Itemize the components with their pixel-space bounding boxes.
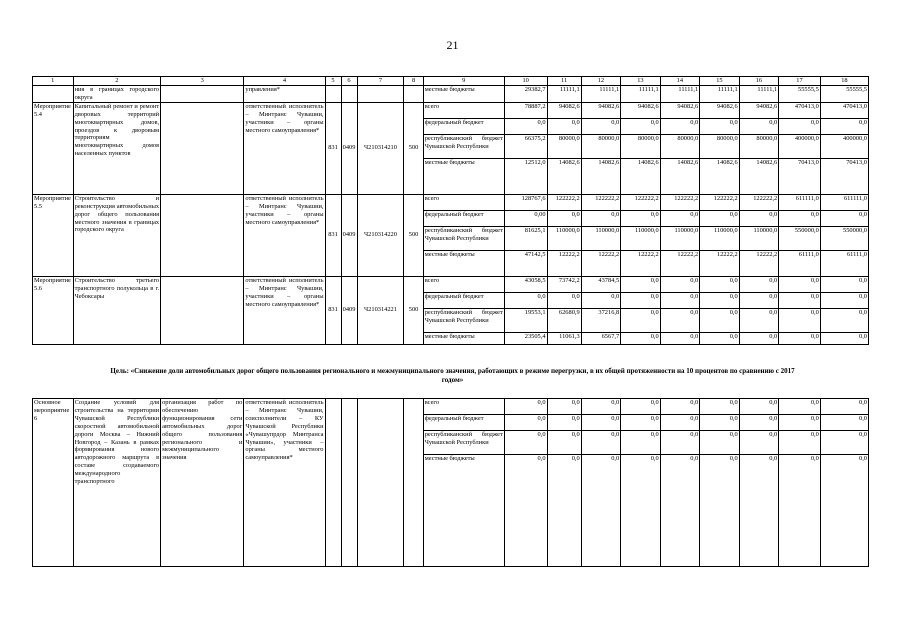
funding-value: 0,0: [739, 431, 779, 455]
funding-value: 0,0: [779, 276, 821, 292]
funding-value: 0,0: [779, 415, 821, 431]
table-row: [33, 102, 869, 118]
funding-value: 0,0: [581, 118, 621, 134]
column-header: 11: [547, 77, 581, 86]
measure-number: Основное мероприятие 6: [33, 399, 74, 567]
funding-value: 80000,0: [660, 134, 700, 158]
funding-value: 0,0: [621, 276, 661, 292]
funding-value: 0,0: [660, 292, 700, 308]
measure-name: Строительство и реконструкция автомобильных дорог общего пользования местного значения в границах городского округа: [73, 194, 161, 276]
funding-value: 0,0: [820, 415, 868, 431]
funding-value: 80000,0: [700, 134, 740, 158]
measure-executor: управления*: [244, 86, 325, 103]
funding-value: 14082,6: [547, 158, 581, 194]
funding-value: 11111,1: [547, 86, 581, 103]
goal-heading: Цель: «Снижение доли автомобильных дорог общего пользования регионального и межмуниципального значения, работающих в режиме перегрузки, в их общей протяженности на 10 процентов по сравнению с 2017 годом»: [110, 367, 795, 384]
funding-value: 12222,2: [581, 250, 621, 276]
funding-value: 0,0: [581, 399, 621, 415]
funding-value: 0,0: [581, 455, 621, 567]
measure-task: [161, 86, 244, 103]
funding-value: 0,0: [547, 455, 581, 567]
column-header: 15: [700, 77, 740, 86]
column-header: 3: [161, 77, 244, 86]
budget-code-cell: 831: [325, 102, 341, 194]
funding-value: 611111,0: [779, 194, 821, 210]
funding-source: местные бюджеты: [423, 455, 504, 567]
column-header: 2: [73, 77, 161, 86]
funding-value: 14082,6: [739, 158, 779, 194]
budget-code-cell: Ч210314220: [357, 194, 404, 276]
funding-value: 470413,0: [779, 102, 821, 118]
funding-value: 400000,0: [820, 134, 868, 158]
funding-value: 0,0: [820, 399, 868, 415]
funding-value: 0,0: [779, 332, 821, 344]
funding-value: 0,0: [621, 210, 661, 226]
funding-value: 14082,6: [660, 158, 700, 194]
funding-value: 14082,6: [581, 158, 621, 194]
funding-value: 0,0: [660, 431, 700, 455]
funding-value: 11111,1: [700, 86, 740, 103]
funding-value: 0,0: [547, 210, 581, 226]
funding-source: местные бюджеты: [423, 86, 504, 103]
budget-code-cell: [325, 86, 341, 103]
funding-value: 0,0: [660, 332, 700, 344]
measure-name: ния в границах городского округа: [74, 86, 160, 101]
funding-value: 0,0: [700, 332, 740, 344]
measure-number: Мероприятие 5.4: [33, 102, 74, 194]
funding-value: 94082,6: [660, 102, 700, 118]
funding-value: 0,0: [739, 210, 779, 226]
funding-value: 0,0: [660, 118, 700, 134]
funding-value: 470413,0: [820, 102, 868, 118]
funding-value: 0,0: [739, 332, 779, 344]
column-header: 9: [423, 77, 504, 86]
funding-value: 0,0: [660, 308, 700, 332]
measure-number: Мероприятие 5.5: [33, 194, 74, 276]
budget-code-cell: 500: [404, 102, 423, 194]
funding-value: 0,0: [739, 415, 779, 431]
funding-source: местные бюджеты: [423, 250, 504, 276]
funding-value: 0,0: [739, 276, 779, 292]
column-header: 6: [341, 77, 357, 86]
measure-executor: ответственный исполнитель – Минтранс Чувашии, участники – органы местного самоуправления*: [244, 102, 325, 194]
funding-value: 43058,5: [504, 276, 547, 292]
column-header: 5: [325, 77, 341, 86]
table-row: [33, 276, 869, 292]
budget-code-cell: [325, 399, 341, 567]
funding-source: всего: [423, 102, 504, 118]
funding-value: 80000,0: [581, 134, 621, 158]
funding-value: 110000,0: [700, 226, 740, 250]
funding-value: 19553,1: [504, 308, 547, 332]
program-table: [32, 76, 869, 345]
funding-value: 122222,2: [739, 194, 779, 210]
funding-value: 611111,0: [820, 194, 868, 210]
funding-value: 0,0: [820, 308, 868, 332]
budget-code-cell: [404, 86, 423, 103]
funding-source: федеральный бюджет: [423, 292, 504, 308]
funding-value: 122222,2: [660, 194, 700, 210]
funding-value: 0,0: [700, 415, 740, 431]
funding-value: 0,0: [621, 399, 661, 415]
funding-value: 55555,5: [820, 86, 868, 103]
funding-value: 66375,2: [504, 134, 547, 158]
funding-value: 0,0: [547, 118, 581, 134]
funding-value: 0,0: [621, 292, 661, 308]
funding-value: 0,0: [700, 455, 740, 567]
funding-value: 80000,0: [739, 134, 779, 158]
funding-value: 70413,0: [779, 158, 821, 194]
measure-name: Капитальный ремонт и ремонт дворовых территорий многоквартирных домов, проездов к дворовым территориям многоквартирных домов населенных пунктов: [73, 102, 161, 194]
funding-value: 12222,2: [660, 250, 700, 276]
funding-value: 0,0: [504, 118, 547, 134]
funding-value: 0,0: [700, 292, 740, 308]
budget-code-cell: 500: [404, 276, 423, 344]
funding-source: федеральный бюджет: [423, 210, 504, 226]
funding-value: 0,0: [700, 210, 740, 226]
funding-value: 0,0: [621, 455, 661, 567]
funding-value: 110000,0: [581, 226, 621, 250]
funding-value: 0,0: [700, 118, 740, 134]
funding-value: 0,0: [820, 210, 868, 226]
funding-source: всего: [423, 194, 504, 210]
budget-code-cell: 0409: [341, 276, 357, 344]
measure-executor: ответственный исполнитель – Минтранс Чувашии, соисполнители – КУ Чувашской Республики «Чувашупрдор Минтранса Чувашии», участники – органы местного самоуправления*: [244, 399, 325, 567]
funding-value: 55555,5: [779, 86, 821, 103]
column-header: 10: [504, 77, 547, 86]
column-header: 4: [244, 77, 325, 86]
budget-code-cell: [341, 399, 357, 567]
funding-value: 0,0: [660, 399, 700, 415]
funding-value: 80000,0: [621, 134, 661, 158]
funding-value: 70413,0: [820, 158, 868, 194]
funding-value: 0,0: [820, 292, 868, 308]
main-event-table: [32, 398, 869, 567]
funding-value: 94082,6: [621, 102, 661, 118]
measure-number: Мероприятие 5.6: [33, 276, 74, 344]
funding-value: 14082,6: [700, 158, 740, 194]
funding-value: 62680,9: [547, 308, 581, 332]
funding-value: 11061,3: [547, 332, 581, 344]
funding-value: 0,0: [621, 431, 661, 455]
measure-task: [161, 276, 244, 344]
budget-code-cell: Ч210314210: [357, 102, 404, 194]
funding-value: 0,0: [660, 415, 700, 431]
table-row: [33, 86, 869, 103]
funding-value: 550000,0: [820, 226, 868, 250]
budget-code-cell: [357, 399, 404, 567]
funding-value: 37216,8: [581, 308, 621, 332]
funding-value: 80000,0: [547, 134, 581, 158]
funding-source: местные бюджеты: [423, 158, 504, 194]
budget-code-cell: [357, 86, 404, 103]
funding-source: всего: [423, 276, 504, 292]
funding-value: 122222,2: [700, 194, 740, 210]
funding-value: 11111,1: [621, 86, 661, 103]
measure-executor: ответственный исполнитель – Минтранс Чувашии, участники – органы местного самоуправления*: [244, 276, 325, 344]
funding-value: 0,0: [581, 431, 621, 455]
funding-value: 47142,5: [504, 250, 547, 276]
budget-code-cell: 0409: [341, 194, 357, 276]
measure-name: Создание условий для строительства на территории Чувашской Республики скоростной автомобильной дороги Москва – Нижний Новгород – Казань в рамках формирования нового автодорожного маршрута в составе создаваемого международного транспортного: [73, 399, 161, 567]
funding-value: 0,0: [621, 308, 661, 332]
column-header-row: [33, 77, 869, 86]
funding-value: 0,0: [621, 118, 661, 134]
column-header: 18: [820, 77, 868, 86]
budget-code-cell: 831: [325, 194, 341, 276]
funding-value: 128767,6: [504, 194, 547, 210]
funding-value: 12512,0: [504, 158, 547, 194]
funding-value: 94082,6: [700, 102, 740, 118]
funding-value: 0,0: [581, 210, 621, 226]
funding-value: 61111,0: [779, 250, 821, 276]
budget-code-cell: 831: [325, 276, 341, 344]
table-row: [33, 399, 869, 415]
funding-value: 12222,2: [700, 250, 740, 276]
funding-value: 0,0: [779, 210, 821, 226]
funding-value: 11111,1: [581, 86, 621, 103]
column-header: 17: [779, 77, 821, 86]
measure-task: [161, 102, 244, 194]
funding-source: республиканский бюджет Чувашской Республики: [423, 226, 504, 250]
funding-value: 0,0: [700, 431, 740, 455]
funding-value: 0,0: [820, 118, 868, 134]
column-header: 16: [739, 77, 779, 86]
funding-source: республиканский бюджет Чувашской Республики: [423, 134, 504, 158]
funding-value: 0,0: [504, 431, 547, 455]
funding-value: 0,0: [660, 210, 700, 226]
funding-value: 110000,0: [621, 226, 661, 250]
funding-value: 0,0: [700, 308, 740, 332]
funding-value: 94082,6: [581, 102, 621, 118]
funding-value: 0,0: [700, 399, 740, 415]
funding-value: 94082,6: [547, 102, 581, 118]
funding-source: федеральный бюджет: [423, 118, 504, 134]
funding-value: 0,0: [660, 455, 700, 567]
funding-value: 11111,1: [660, 86, 700, 103]
funding-value: 0,0: [779, 431, 821, 455]
page-number: 21: [446, 38, 459, 52]
column-header: 7: [357, 77, 404, 86]
funding-value: 0,0: [504, 292, 547, 308]
funding-value: 23505,4: [504, 332, 547, 344]
funding-value: 110000,0: [660, 226, 700, 250]
column-header: 12: [581, 77, 621, 86]
funding-value: 43784,5: [581, 276, 621, 292]
funding-value: 78887,2: [504, 102, 547, 118]
funding-value: 81625,1: [504, 226, 547, 250]
funding-value: 0,0: [820, 455, 868, 567]
funding-value: 0,0: [739, 292, 779, 308]
funding-value: 94082,6: [739, 102, 779, 118]
funding-source: всего: [423, 399, 504, 415]
funding-value: 0,0: [621, 332, 661, 344]
table-row: [33, 194, 869, 210]
column-header: 1: [33, 77, 74, 86]
funding-value: 122222,2: [621, 194, 661, 210]
funding-value: 400000,0: [779, 134, 821, 158]
funding-source: федеральный бюджет: [423, 415, 504, 431]
funding-value: 122222,2: [547, 194, 581, 210]
funding-value: 0,0: [504, 415, 547, 431]
funding-value: 0,0: [739, 308, 779, 332]
funding-value: 61111,0: [820, 250, 868, 276]
funding-value: 0,0: [739, 455, 779, 567]
budget-code-cell: Ч210314221: [357, 276, 404, 344]
funding-value: 110000,0: [547, 226, 581, 250]
column-header: 13: [621, 77, 661, 86]
funding-value: 29382,7: [504, 86, 547, 103]
funding-value: 0,0: [779, 292, 821, 308]
budget-code-cell: 500: [404, 194, 423, 276]
funding-value: 73742,2: [547, 276, 581, 292]
funding-value: 110000,0: [739, 226, 779, 250]
funding-value: 0,0: [621, 415, 661, 431]
funding-value: 0,0: [547, 399, 581, 415]
funding-value: 12222,2: [547, 250, 581, 276]
budget-code-cell: 0409: [341, 102, 357, 194]
funding-source: местные бюджеты: [423, 332, 504, 344]
funding-value: 0,0: [820, 332, 868, 344]
measure-task: организация работ по обеспечению функционирования сети автомобильных дорог общего пользования регионального и межмуниципального значения: [161, 399, 244, 567]
funding-value: 0,0: [581, 415, 621, 431]
measure-name: Строительство третьего транспортного полукольца в г. Чебоксары: [73, 276, 161, 344]
funding-value: 122222,2: [581, 194, 621, 210]
measure-task: [161, 194, 244, 276]
funding-value: 0,0: [820, 276, 868, 292]
funding-value: 0,0: [547, 431, 581, 455]
funding-value: 0,0: [504, 399, 547, 415]
measure-number: [33, 86, 74, 103]
funding-value: 0,0: [739, 399, 779, 415]
funding-value: 0,0: [739, 118, 779, 134]
funding-value: 0,0: [547, 292, 581, 308]
funding-value: 0,0: [820, 431, 868, 455]
budget-code-cell: [404, 399, 423, 567]
funding-value: 12222,2: [621, 250, 661, 276]
funding-source: республиканский бюджет Чувашской Республики: [423, 308, 504, 332]
funding-value: 0,0: [779, 118, 821, 134]
funding-value: 0,0: [779, 455, 821, 567]
funding-value: 0,0: [581, 292, 621, 308]
funding-value: 0,0: [779, 308, 821, 332]
funding-value: 0,0: [700, 276, 740, 292]
funding-source: республиканский бюджет Чувашской Республики: [423, 431, 504, 455]
funding-value: 0,0: [547, 415, 581, 431]
column-header: 14: [660, 77, 700, 86]
funding-value: 0,0: [504, 455, 547, 567]
funding-value: 0,00: [504, 210, 547, 226]
column-header: 8: [404, 77, 423, 86]
measure-executor: ответственный исполнитель – Минтранс Чувашии, участники – органы местного самоуправления*: [244, 194, 325, 276]
funding-value: 11111,1: [739, 86, 779, 103]
budget-code-cell: [341, 86, 357, 103]
funding-value: 0,0: [660, 276, 700, 292]
funding-value: 12222,2: [739, 250, 779, 276]
funding-value: 0,0: [779, 399, 821, 415]
funding-value: 6567,7: [581, 332, 621, 344]
funding-value: 550000,0: [779, 226, 821, 250]
funding-value: 14082,6: [621, 158, 661, 194]
